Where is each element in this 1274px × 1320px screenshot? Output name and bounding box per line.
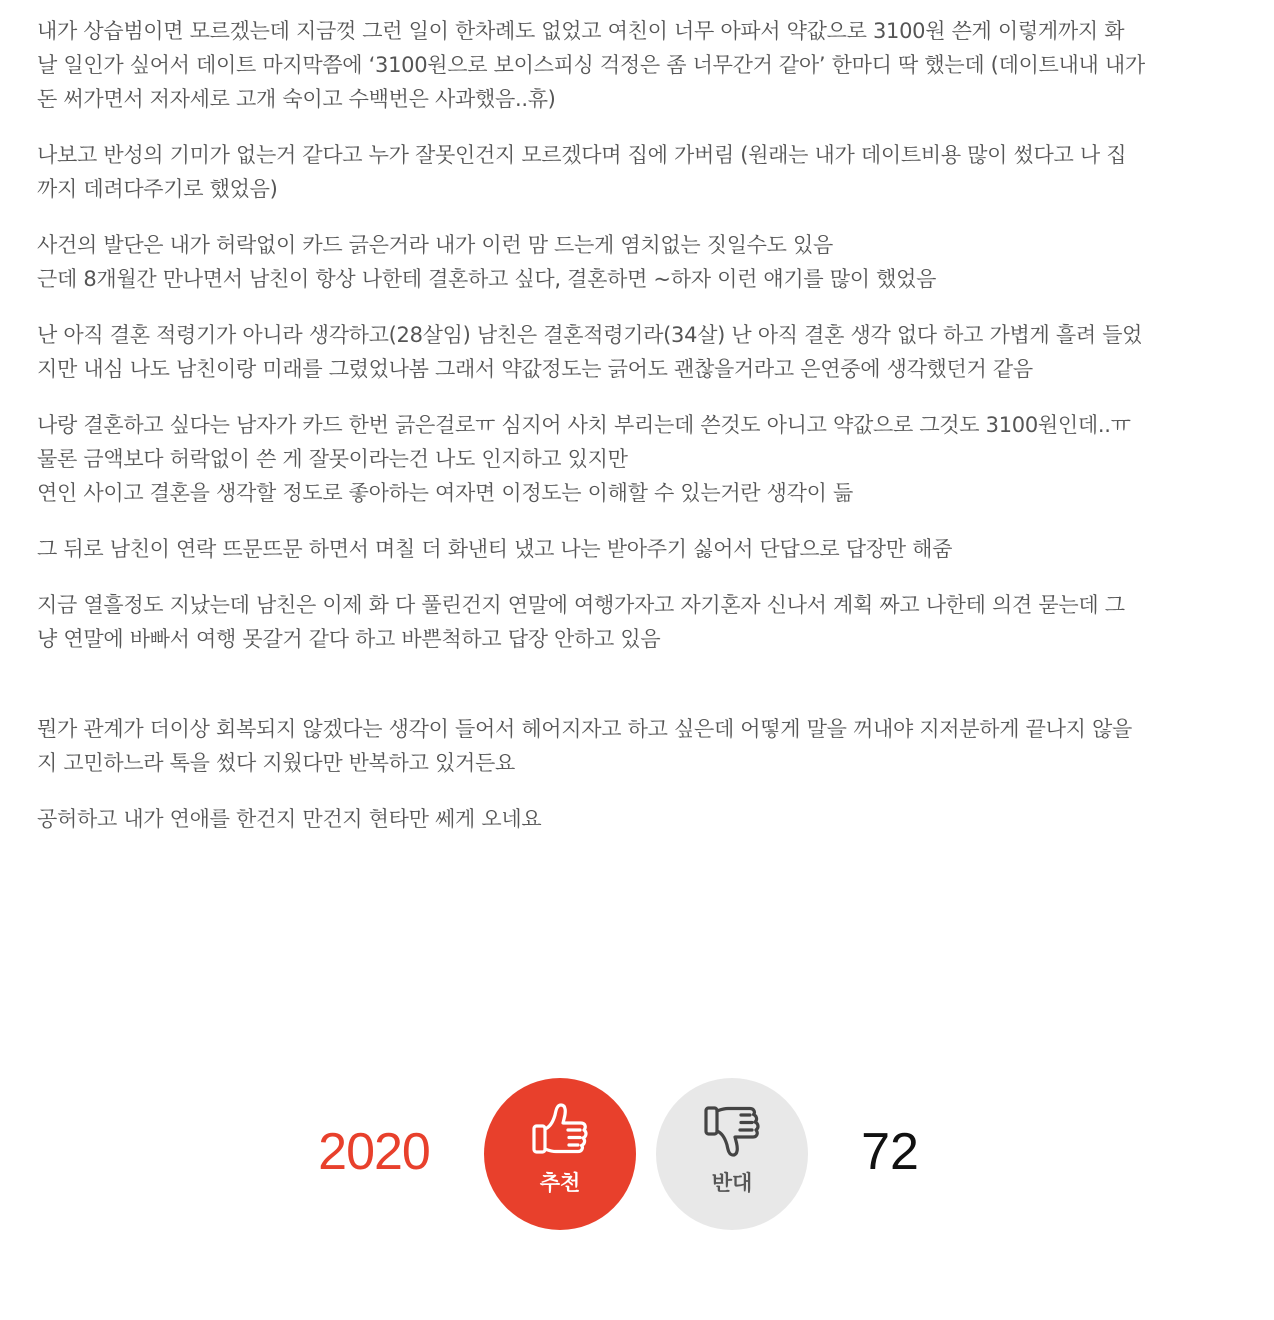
text-line: 지만 내심 나도 남친이랑 미래를 그렸었나봄 그래서 약값정도는 긁어도 괜찮을거라고 은연중에 생각했던거 같음 — [37, 357, 1033, 381]
text-line: 지금 열흘정도 지났는데 남친은 이제 화 다 풀린건지 연말에 여행가자고 자기혼자 신나서 계획 짜고 나한테 의견 묻는데 그 — [37, 593, 1125, 617]
text-line: 내가 상습범이면 모르겠는데 지금껏 그런 일이 한차례도 없었고 여친이 너무 아파서 약값으로 3100원 쓴게 이렇게까지 화 — [37, 19, 1125, 43]
text-line: 그 뒤로 남친이 연락 뜨문뜨문 하면서 며칠 더 화낸티 냈고 나는 받아주기 싫어서 단답으로 답장만 해줌 — [37, 537, 953, 561]
paragraph — [37, 712, 1269, 780]
text-line: 연인 사이고 결혼을 생각할 정도로 좋아하는 여자면 이정도는 이해할 수 있는거란 생각이 듦 — [37, 481, 853, 505]
text-line: 돈 써가면서 저자세로 고개 숙이고 수백번은 사과했음..휴) — [37, 87, 556, 111]
downvote-count: 72 — [861, 1123, 919, 1181]
text-line: 사건의 발단은 내가 허락없이 카드 긁은거라 내가 이런 맘 드는게 염치없는 짓일수도 있음 — [37, 233, 833, 257]
paragraph — [37, 802, 1269, 836]
article-body — [37, 14, 1269, 858]
downvote-button[interactable] — [656, 1078, 808, 1230]
thumbs-down-icon — [700, 1098, 764, 1162]
text-line: 지 고민하느라 톡을 썼다 지웠다만 반복하고 있거든요 — [37, 751, 515, 775]
text-line: 나보고 반성의 기미가 없는거 같다고 누가 잘못인건지 모르겠다며 집에 가버림 (원래는 내가 데이트비용 많이 썼다고 나 집 — [37, 143, 1127, 167]
upvote-label: 추천 — [539, 1171, 581, 1195]
vote-area — [0, 1078, 1274, 1238]
paragraph — [37, 408, 1269, 510]
paragraph — [37, 532, 1269, 566]
paragraph — [37, 14, 1269, 116]
text-line: 까지 데려다주기로 했었음) — [37, 177, 278, 201]
upvote-button[interactable] — [484, 1078, 636, 1230]
text-line: 물론 금액보다 허락없이 쓴 게 잘못이라는건 나도 인지하고 있지만 — [37, 447, 628, 471]
paragraph — [37, 138, 1269, 206]
downvote-label: 반대 — [711, 1171, 753, 1195]
paragraph — [37, 318, 1269, 386]
paragraph — [37, 588, 1269, 656]
text-line: 날 일인가 싶어서 데이트 마지막쯤에 ‘3100원으로 보이스피싱 걱정은 좀 너무간거 같아’ 한마디 딱 했는데 (데이트내내 내가 — [37, 53, 1145, 77]
text-line: 근데 8개월간 만나면서 남친이 항상 나한테 결혼하고 싶다, 결혼하면 ~하자 이런 얘기를 많이 했었음 — [37, 267, 937, 291]
upvote-count: 2020 — [318, 1123, 430, 1181]
thumbs-up-icon — [528, 1098, 592, 1162]
text-line: 뭔가 관계가 더이상 회복되지 않겠다는 생각이 들어서 헤어지자고 하고 싶은데 어떻게 말을 꺼내야 지저분하게 끝나지 않을 — [37, 717, 1132, 741]
text-line: 난 아직 결혼 적령기가 아니라 생각하고(28살임) 남친은 결혼적령기라(34살) 난 아직 결혼 생각 없다 하고 가볍게 흘려 들었 — [37, 323, 1143, 347]
text-line: 나랑 결혼하고 싶다는 남자가 카드 한번 긁은걸로ㅠ 심지어 사치 부리는데 쓴것도 아니고 약값으로 그것도 3100원인데..ㅠ — [37, 413, 1131, 437]
text-line: 냥 연말에 바빠서 여행 못갈거 같다 하고 바쁜척하고 답장 안하고 있음 — [37, 627, 661, 651]
text-line: 공허하고 내가 연애를 한건지 만건지 현타만 쎄게 오네요 — [37, 807, 542, 831]
paragraph — [37, 228, 1269, 296]
